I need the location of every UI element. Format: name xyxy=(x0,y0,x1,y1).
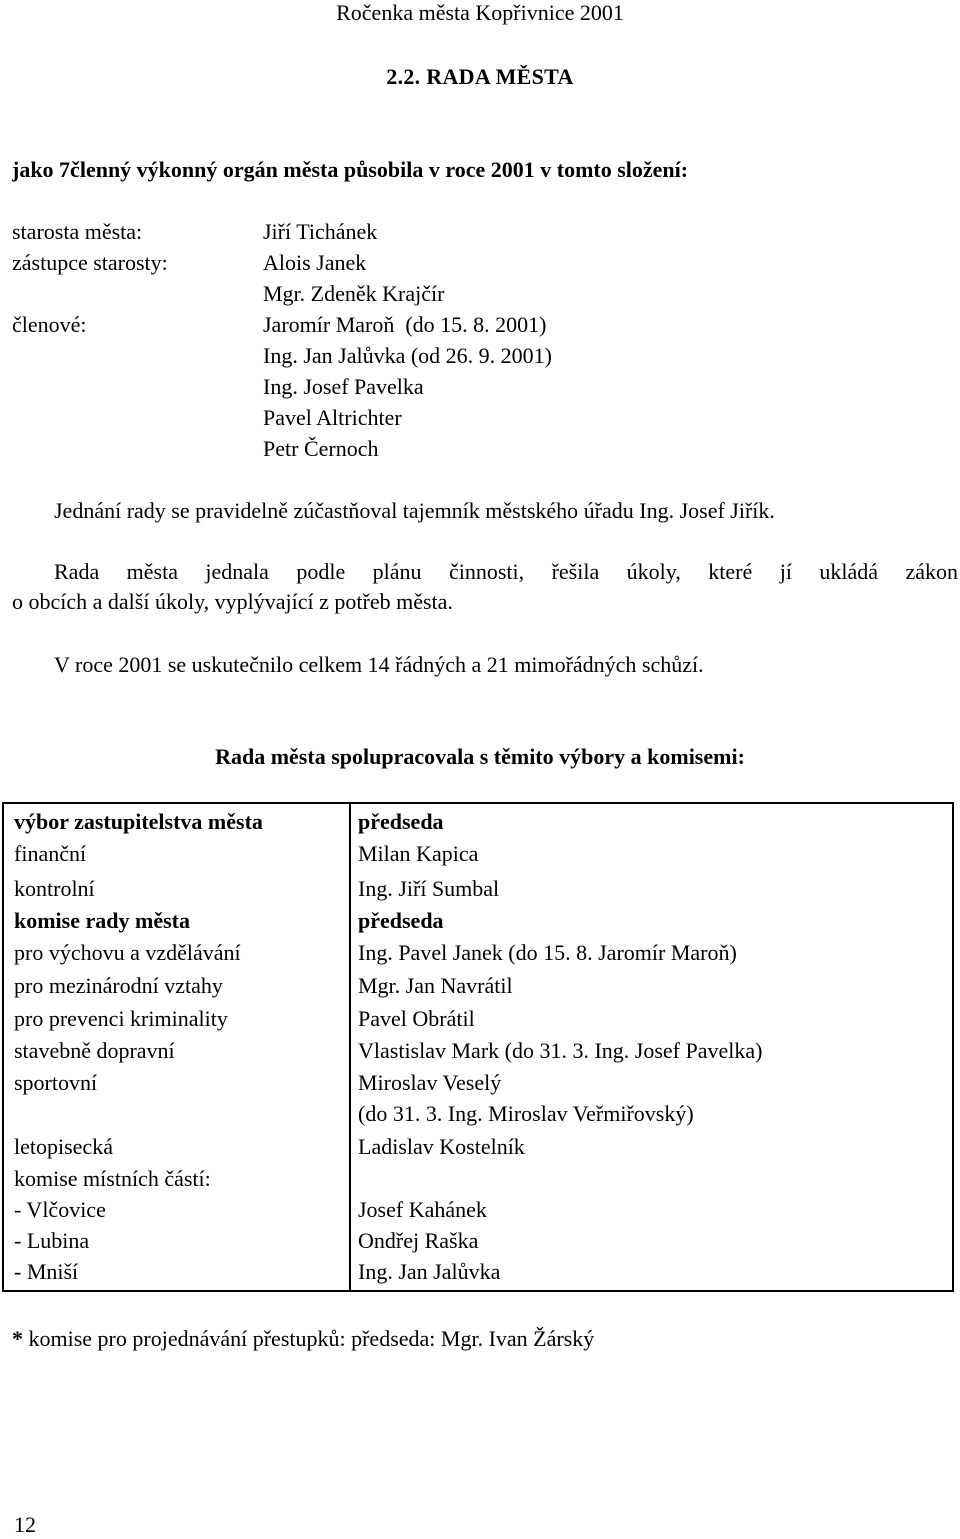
committee-group-header-role: předseda xyxy=(358,908,444,933)
table-column-divider xyxy=(349,804,351,1290)
committee-table xyxy=(2,802,954,1292)
page-number: 12 xyxy=(14,1512,36,1537)
committee-chair: Ing. Jiří Sumbal xyxy=(358,876,500,901)
composition-name: Jiří Tichánek xyxy=(263,219,378,244)
composition-name: Pavel Altrichter xyxy=(263,405,402,430)
section-title: 2.2. RADA MĚSTA xyxy=(386,64,574,89)
committee-name: - Mniší xyxy=(14,1259,79,1284)
composition-name: Alois Janek xyxy=(263,250,367,275)
committee-chair: Milan Kapica xyxy=(358,841,479,866)
composition-name: Jaromír Maroň (do 15. 8. 2001) xyxy=(263,312,547,337)
running-header: Ročenka města Kopřivnice 2001 xyxy=(336,0,624,25)
committee-chair: Vlastislav Mark (do 31. 3. Ing. Josef Pavelka) xyxy=(358,1038,763,1063)
committee-group-header: výbor zastupitelstva města xyxy=(14,809,263,834)
composition-label: starosta města: xyxy=(12,219,143,244)
footnote-text: komise pro projednávání přestupků: předseda: Mgr. Ivan Žárský xyxy=(23,1326,595,1351)
committee-name: stavebně dopravní xyxy=(14,1038,175,1063)
committee-chair: Mgr. Jan Navrátil xyxy=(358,973,513,998)
committee-chair: (do 31. 3. Ing. Miroslav Veřmiřovský) xyxy=(358,1101,694,1126)
committee-name: sportovní xyxy=(14,1070,98,1095)
committee-name: letopisecká xyxy=(14,1134,113,1159)
intro-heading: jako 7členný výkonný orgán města působila v roce 2001 v tomto složení: xyxy=(12,157,689,182)
committee-chair: Ladislav Kostelník xyxy=(358,1134,525,1159)
meetings-paragraph: V roce 2001 se uskutečnilo celkem 14 řádných a 21 mimořádných schůzí. xyxy=(54,652,704,677)
committee-name: pro výchovu a vzdělávání xyxy=(14,940,241,965)
committee-name: pro prevenci kriminality xyxy=(14,1006,228,1031)
composition-name: Petr Černoch xyxy=(263,436,379,461)
committee-name: - Lubina xyxy=(14,1228,90,1253)
committee-name: finanční xyxy=(14,841,87,866)
plan-paragraph-line: o obcích a další úkoly, vyplývající z potřeb města. xyxy=(12,589,453,614)
committee-group-header: komise rady města xyxy=(14,908,190,933)
composition-name: Ing. Josef Pavelka xyxy=(263,374,424,399)
committee-chair: Ing. Pavel Janek (do 15. 8. Jaromír Maroň) xyxy=(358,940,737,965)
committee-name: komise místních částí: xyxy=(14,1166,211,1191)
committee-chair: Pavel Obrátil xyxy=(358,1006,475,1031)
committee-chair: Miroslav Veselý xyxy=(358,1070,502,1095)
committee-group-header-role: předseda xyxy=(358,809,444,834)
committees-heading: Rada města spolupracovala s těmito výbory a komisemi: xyxy=(215,744,745,769)
committee-name: pro mezinárodní vztahy xyxy=(14,973,223,998)
secretary-paragraph: Jednání rady se pravidelně zúčastňoval tajemník městského úřadu Ing. Josef Jiřík. xyxy=(54,498,775,523)
committee-chair: Ondřej Raška xyxy=(358,1228,479,1253)
footnote xyxy=(12,1328,594,1350)
composition-label: členové: xyxy=(12,312,87,337)
committee-chair: Ing. Jan Jalůvka xyxy=(358,1259,501,1284)
committee-name: - Vlčovice xyxy=(14,1197,106,1222)
plan-paragraph-line: Rada města jednala podle plánu činnosti, řešila úkoly, které jí ukládá zákon xyxy=(54,559,958,584)
composition-name: Ing. Jan Jalůvka (od 26. 9. 2001) xyxy=(263,343,553,368)
committee-name: kontrolní xyxy=(14,876,95,901)
footnote-marker: * xyxy=(12,1326,23,1351)
composition-name: Mgr. Zdeněk Krajčír xyxy=(263,281,445,306)
composition-label: zástupce starosty: xyxy=(12,250,168,275)
committee-chair: Josef Kahánek xyxy=(358,1197,487,1222)
